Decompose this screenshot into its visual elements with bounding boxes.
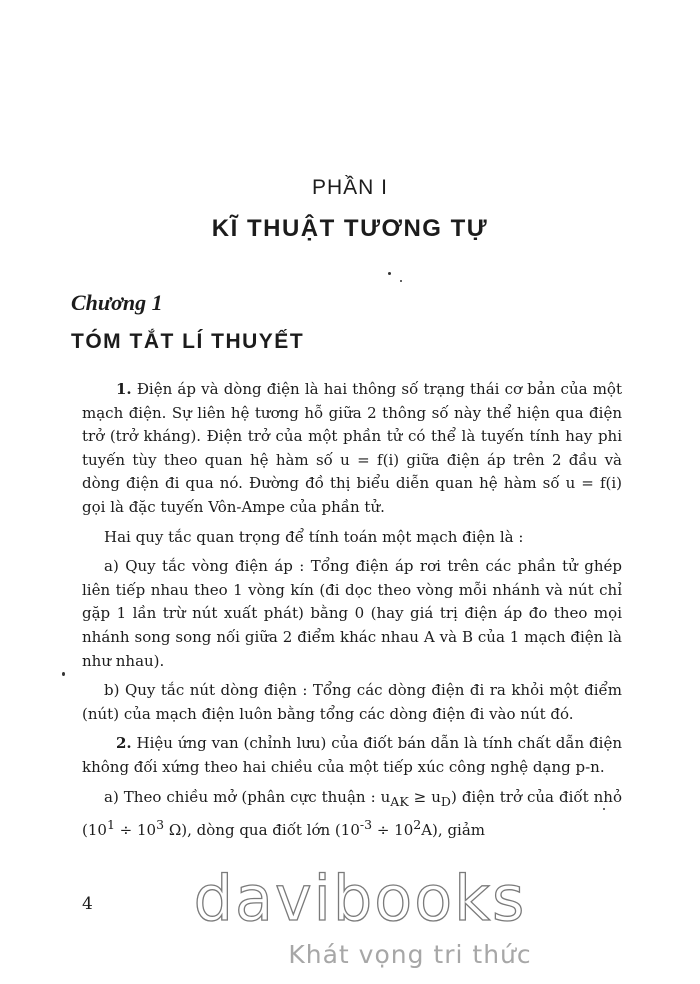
paragraph-text: Điện áp và dòng điện là hai thông số trạng thái cơ bản của một mạch điện. Sự liên hệ tương hỗ giữa 2 thông số này thể hiện qua điện trở (trở kháng). Điện trở của một phần tử có thể là tuyến tính hay phi tuyến tùy theo quan hệ hàm số u = f(i) giữa điện áp trên 2 đầu và dòng điện đi qua nó. Đường đồ thị biểu diễn quan hệ hàm số u = f(i) gọi là đặc tuyến Vôn-Ampe của phần tử. [82,380,622,516]
paragraph-number: 2. [116,734,132,753]
superscript: 2 [413,817,422,833]
watermark-logo: davibooks [193,862,527,935]
text-run: Ω), dòng qua điốt lớn (10 [164,821,360,840]
paragraph-text: Hiệu ứng van (chỉnh lưu) của điốt bán dẫn là tính chất dẫn điện không đối xứng theo hai chiều của một tiếp xúc công nghệ dạng p-n. [82,734,622,776]
paragraph-4: b) Quy tắc nút dòng điện : Tổng các dòng điện đi ra khỏi một điểm (nút) của mạch điện luôn bằng tổng các dòng điện đi vào nút đó. [82,681,622,723]
scan-speck [388,272,391,275]
scan-speck [603,808,605,810]
watermark-tagline: Khát vọng tri thức [288,940,532,969]
paragraph-3: a) Quy tắc vòng điện áp : Tổng điện áp rơi trên các phần tử ghép liên tiếp nhau theo 1 vòng kín (đi dọc theo vòng mỗi nhánh và nút chỉ gặp 1 lần trừ nút xuất phát) bằng 0 (hay giá trị điện áp đo theo mọi nhánh song song nối giữa 2 điểm khác nhau A và B của 1 mạch điện là như nhau). [82,557,622,670]
text-run: A), giảm [421,821,486,840]
scan-speck [62,672,65,676]
paragraph-6 [82,786,622,843]
part-title: KĨ THUẬT TƯƠNG TỰ [211,215,489,242]
text-run: ÷ 10 [372,821,414,840]
subscript: D [440,793,451,809]
text-run: a) Theo chiều mở (phân cực thuận : u [104,787,391,806]
text-run: ) điện trở của điốt nhỏ (10 [82,787,622,840]
paragraph-5 [82,732,622,779]
superscript: -3 [359,817,373,833]
subscript: AK [390,793,409,809]
scan-speck [400,280,402,282]
paragraph-2: Hai quy tắc quan trọng để tính toán một mạch điện là : [104,527,524,546]
text-run: ÷ 10 [114,821,157,840]
chapter-label: Chương 1 [71,290,163,315]
superscript: 3 [156,817,165,833]
superscript: 1 [106,817,115,833]
section-title: TÓM TẮT LÍ THUYẾT [71,330,305,353]
text-run: ≥ u [408,787,441,806]
body-text [82,378,622,849]
paragraph-1 [82,378,622,520]
page-number: 4 [82,894,93,914]
part-label: PHẦN I [311,176,388,199]
paragraph-number: 1. [116,380,132,398]
